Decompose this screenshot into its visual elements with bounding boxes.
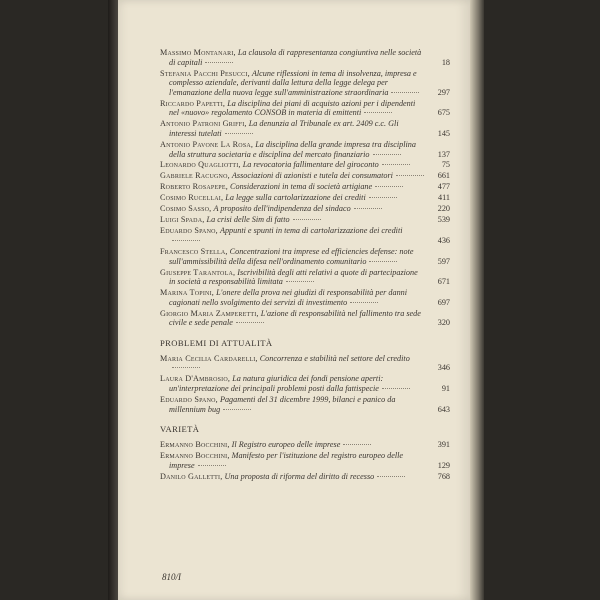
toc-entry <box>160 226 450 245</box>
toc-entry <box>160 69 450 98</box>
toc-entry <box>160 119 450 138</box>
toc-page-number: 768 <box>437 471 450 481</box>
dot-leader <box>205 62 233 63</box>
toc-entry-text <box>160 160 424 170</box>
dot-leader <box>172 240 200 241</box>
toc-page-number: 75 <box>441 160 450 170</box>
toc-page-number: 320 <box>437 318 450 328</box>
toc-page-number: 18 <box>441 57 450 67</box>
toc-title: Appunti e spunti in tema di cartolarizzazione dei crediti <box>219 226 403 236</box>
toc-author: Marina Topini, <box>160 288 215 298</box>
toc-page-number: 129 <box>437 460 450 470</box>
toc-title: La disciplina dei piani di acquisto azioni per i dipendenti nel «nuovo» regolamento CONSOB in materia di emittenti <box>169 98 416 118</box>
toc-entry <box>160 247 450 266</box>
toc-title: La crisi delle Sim di fatto <box>206 215 290 225</box>
toc-page-number: 391 <box>437 440 450 450</box>
toc-title: La disciplina della grande impresa tra disciplina della struttura societaria e disciplina del mercato finanziario <box>169 139 416 159</box>
toc-entry <box>160 193 450 203</box>
toc-entry-text <box>160 69 424 98</box>
toc-entry <box>160 354 450 373</box>
toc-entry-text <box>160 215 424 225</box>
toc-author: Eduardo Spano, <box>160 226 218 236</box>
toc-author: Giuseppe Tarantola, <box>160 267 236 277</box>
toc-entry <box>160 99 450 118</box>
toc-author: Ermanno Bocchini, <box>160 440 230 450</box>
toc-author: Laura D'Ambrosio, <box>160 374 231 384</box>
toc-author: Giorgio Maria Zamperetti, <box>160 308 259 318</box>
toc-page-number: 477 <box>437 182 450 192</box>
toc-entry-text <box>160 268 424 287</box>
toc-title: Alcune riflessioni in tema di insolvenza, impresa e complesso aziendale, derivanti dalla lettura della legge delega per l'emanazione della nuova legge sull'amministrazione straordinaria <box>169 68 417 97</box>
toc-author: Leonardo Quagliotti, <box>160 160 241 170</box>
dot-leader <box>293 219 321 220</box>
dot-leader <box>369 197 397 198</box>
page-footer-code: 810/I <box>162 572 181 582</box>
book-page <box>118 0 470 600</box>
toc-title: La natura giuridica dei fondi pensione aperti: un'interpretazione dei principali problemi posti dalla fattispecie <box>169 374 384 394</box>
toc-page-number: 436 <box>437 235 450 245</box>
toc-entry-text <box>160 182 424 192</box>
toc-entry-text <box>160 247 424 266</box>
toc-author: Cosimo Sasso, <box>160 204 212 214</box>
toc-entry-text <box>160 204 424 214</box>
toc-author: Stefania Pacchi Pesucci, <box>160 68 250 78</box>
dot-leader <box>369 261 397 262</box>
dot-leader <box>172 367 200 368</box>
section-heading: PROBLEMI DI ATTUALITÀ <box>160 337 273 348</box>
toc-title: A proposito dell'indipendenza del sindaco <box>213 204 351 214</box>
toc-page-number: 137 <box>437 149 450 159</box>
toc-entry <box>160 204 450 214</box>
toc-entry-text <box>160 309 424 328</box>
toc-entry-text <box>160 140 424 159</box>
toc-page-number: 661 <box>437 171 450 181</box>
dot-leader <box>225 133 253 134</box>
toc-title: La legge sulla cartolarizzazione dei crediti <box>225 193 366 203</box>
toc-author: Gabriele Racugno, <box>160 171 230 181</box>
dot-leader <box>350 302 378 303</box>
dot-leader <box>391 92 419 93</box>
toc-entry <box>160 160 450 170</box>
toc-entry-text <box>160 395 424 414</box>
toc-page-number: 91 <box>441 384 450 394</box>
toc-entry-text <box>160 451 424 470</box>
table-of-contents <box>160 48 450 483</box>
toc-page-number: 643 <box>437 404 450 414</box>
toc-entry <box>160 288 450 307</box>
toc-author: Danilo Galletti, <box>160 471 223 481</box>
toc-title: Manifesto per l'istituzione del registro europeo delle imprese <box>169 451 404 470</box>
toc-entry-text <box>160 171 424 181</box>
dot-leader <box>354 208 382 209</box>
toc-entry-text <box>160 440 424 450</box>
toc-entry <box>160 215 450 225</box>
toc-entry-text <box>160 226 424 245</box>
toc-entry <box>160 472 450 482</box>
toc-entry-text <box>160 193 424 203</box>
toc-entry <box>160 48 450 67</box>
toc-author: Francesco Stella, <box>160 246 228 256</box>
toc-author: Antonio Pavone La Rosa, <box>160 139 254 149</box>
toc-title: Associazioni di azionisti e tutela dei consumatori <box>231 171 393 181</box>
toc-title: L'azione di responsabilità nel fallimento tra sede civile e sede penale <box>169 308 421 328</box>
dot-leader <box>373 154 401 155</box>
toc-page-number: 411 <box>438 193 450 203</box>
toc-author: Roberto Rosapepe, <box>160 182 228 192</box>
toc-page-number: 539 <box>437 215 450 225</box>
toc-author: Antonio Patroni Griffi, <box>160 119 247 129</box>
toc-author: Cosimo Rucellai, <box>160 193 224 203</box>
toc-page-number: 597 <box>437 256 450 266</box>
toc-entry-text <box>160 48 424 67</box>
toc-author: Luigi Spada, <box>160 215 205 225</box>
toc-page-number: 346 <box>437 363 450 373</box>
toc-title: Il Registro europeo delle imprese <box>231 440 341 450</box>
toc-entry <box>160 374 450 393</box>
toc-page-number: 145 <box>437 128 450 138</box>
toc-page-number: 297 <box>437 87 450 97</box>
toc-entry-text <box>160 354 424 373</box>
toc-entry <box>160 309 450 328</box>
toc-title: Considerazioni in tema di società artigiane <box>230 182 373 192</box>
toc-entry <box>160 395 450 414</box>
dot-leader <box>375 186 403 187</box>
dot-leader <box>198 465 226 466</box>
toc-title: La denunzia al Tribunale ex art. 2409 c.c. Gli interessi tutelati <box>169 119 399 138</box>
toc-entry-text <box>160 99 424 118</box>
toc-page-number: 671 <box>437 277 450 287</box>
dot-leader <box>286 281 314 282</box>
toc-entry-text <box>160 472 424 482</box>
toc-title: Pagamenti del 31 dicembre 1999, bilanci e panico da millennium bug <box>169 395 396 414</box>
toc-page-number: 675 <box>437 108 450 118</box>
toc-title: L'onere della prova nei giudizi di responsabilità per danni cagionati nello svolgimento dei servizi di investimento <box>169 288 408 307</box>
toc-title: La clausola di rappresentanza congiuntiva nelle società di capitali <box>169 48 422 67</box>
toc-entry <box>160 268 450 287</box>
toc-author: Maria Cecilia Cardarelli, <box>160 353 258 363</box>
toc-title: Concorrenza e stabilità nel settore del credito <box>259 353 410 363</box>
toc-title: Iscrivibilità degli atti relativi a quote di partecipazione in società a responsabilità limitata <box>169 267 418 287</box>
dot-leader <box>382 164 410 165</box>
section-heading: VARIETÀ <box>160 424 200 435</box>
toc-title: Concentrazioni tra imprese ed efficiencies defense: note sull'ammissibilità della difesa nell'ordinamento comunitario <box>169 246 414 266</box>
dot-leader <box>236 322 264 323</box>
dot-leader <box>223 409 251 410</box>
toc-entry-text <box>160 288 424 307</box>
toc-entry <box>160 171 450 181</box>
toc-title: Una proposta di riforma del diritto di recesso <box>224 471 375 481</box>
toc-author: Eduardo Spano, <box>160 395 218 405</box>
dot-leader <box>364 112 392 113</box>
page-edge <box>470 0 484 600</box>
toc-author: Ermanno Bocchini, <box>160 451 230 461</box>
toc-author: Riccardo Papetti, <box>160 98 226 108</box>
toc-author: Massimo Montanari, <box>160 48 236 57</box>
toc-entry <box>160 182 450 192</box>
dot-leader <box>396 175 424 176</box>
toc-entry-text <box>160 119 424 138</box>
toc-entry <box>160 140 450 159</box>
toc-page-number: 697 <box>437 297 450 307</box>
dot-leader <box>377 476 405 477</box>
dot-leader <box>382 388 410 389</box>
toc-page-number: 220 <box>437 204 450 214</box>
dot-leader <box>343 444 371 445</box>
toc-entry-text <box>160 374 424 393</box>
book-spine-shadow <box>108 0 118 600</box>
toc-title: La revocatoria fallimentare del giroconto <box>242 160 379 170</box>
toc-entry <box>160 440 450 450</box>
toc-entry <box>160 451 450 470</box>
